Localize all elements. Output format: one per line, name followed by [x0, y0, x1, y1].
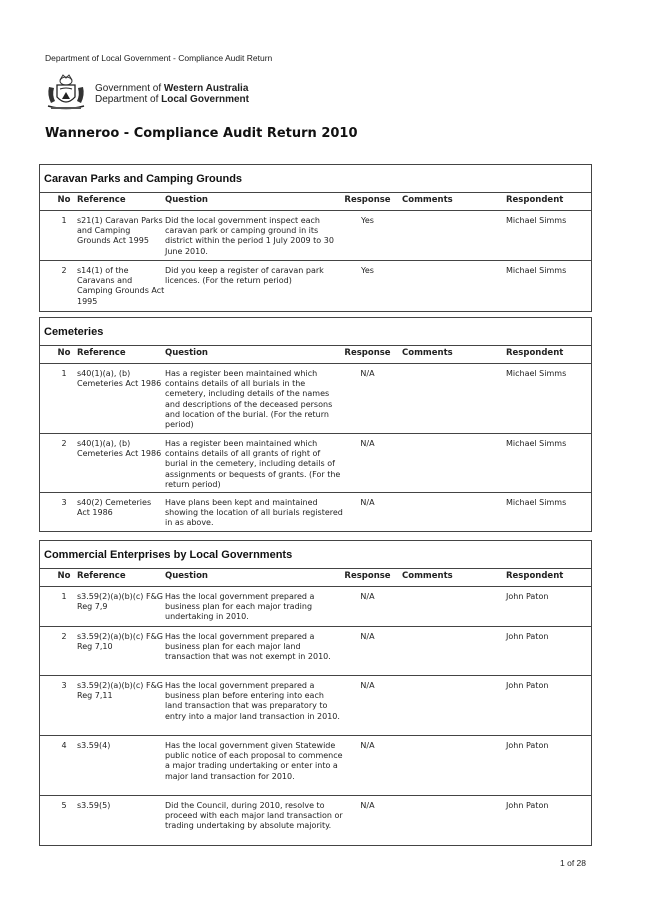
row-reference: s3.59(5)	[77, 801, 111, 810]
row-reference: s21(1) Caravan Parks and Camping Grounds Act 1995	[77, 216, 163, 246]
section-title: Cemeteries	[40, 318, 591, 346]
row-reference: s3.59(2)(a)(b)(c) F&G Reg 7,10	[77, 632, 163, 652]
row-question: Have plans been kept and maintained showing the location of all burials registered in as above.	[165, 498, 343, 528]
row-respondent: John Paton	[506, 592, 549, 601]
row-response: Yes	[361, 216, 374, 225]
row-respondent: Michael Simms	[506, 216, 567, 225]
department-name: Department of Local Government	[95, 94, 249, 105]
row-respondent: John Paton	[506, 741, 549, 750]
row-no: 1	[61, 216, 67, 225]
running-header: Department of Local Government - Compliance Audit Return	[45, 53, 273, 63]
col-comments: Comments	[402, 571, 453, 581]
col-question: Question	[165, 571, 208, 581]
row-respondent: John Paton	[506, 632, 549, 641]
col-reference: Reference	[77, 195, 126, 205]
col-response: Response	[344, 348, 391, 358]
row-no: 4	[61, 741, 67, 750]
col-question: Question	[165, 195, 208, 205]
row-question: Has the local government prepared a business plan before entering into each land transaction that was preparatory to entry into a major land transaction in 2010.	[165, 681, 340, 721]
row-no: 3	[61, 681, 67, 690]
row-question: Did the Council, during 2010, resolve to proceed with each major land transaction or trading undertaking by absolute majority.	[165, 801, 343, 831]
table-row	[40, 736, 591, 796]
table-row	[40, 261, 591, 311]
section-title: Commercial Enterprises by Local Governments	[40, 541, 591, 569]
row-response: N/A	[360, 741, 375, 750]
col-reference: Reference	[77, 571, 126, 581]
table-row	[40, 434, 591, 493]
row-reference: s40(1)(a), (b) Cemeteries Act 1986	[77, 369, 162, 389]
row-question: Has the local government prepared a business plan for each major land transaction that was not exempt in 2010.	[165, 632, 331, 662]
row-response: N/A	[360, 498, 375, 507]
col-respondent: Respondent	[506, 348, 564, 358]
table-row	[40, 676, 591, 736]
table-header	[40, 193, 591, 211]
row-no: 2	[61, 632, 67, 641]
page-number: 1 of 28	[560, 858, 586, 868]
row-question: Has the local government prepared a business plan for each major trading undertaking in 2010.	[165, 592, 315, 622]
row-no: 1	[61, 369, 67, 378]
col-response: Response	[344, 571, 391, 581]
table-header	[40, 569, 591, 587]
row-respondent: Michael Simms	[506, 498, 567, 507]
row-response: Yes	[361, 266, 374, 275]
row-response: N/A	[360, 632, 375, 641]
row-question: Did the local government inspect each caravan park or camping ground in its district within the period 1 July 2009 to 30 June 2010.	[165, 216, 334, 256]
section-commercial-enterprises	[39, 540, 592, 846]
government-name: Government of Western Australia	[95, 83, 249, 94]
row-reference: s3.59(2)(a)(b)(c) F&G Reg 7,11	[77, 681, 163, 701]
row-respondent: John Paton	[506, 801, 549, 810]
table-row	[40, 796, 591, 845]
coat-of-arms-icon	[45, 73, 87, 111]
col-respondent: Respondent	[506, 195, 564, 205]
row-no: 5	[61, 801, 67, 810]
row-response: N/A	[360, 681, 375, 690]
section-cemeteries	[39, 317, 592, 532]
row-response: N/A	[360, 592, 375, 601]
col-question: Question	[165, 348, 208, 358]
table-row	[40, 493, 591, 531]
page-title: Wanneroo - Compliance Audit Return 2010	[45, 126, 358, 141]
col-no: No	[57, 195, 71, 205]
table-row	[40, 364, 591, 434]
col-reference: Reference	[77, 348, 126, 358]
row-respondent: Michael Simms	[506, 439, 567, 448]
col-no: No	[57, 348, 71, 358]
table-row	[40, 211, 591, 261]
col-comments: Comments	[402, 195, 453, 205]
row-reference: s40(2) Cemeteries Act 1986	[77, 498, 152, 518]
table-header	[40, 346, 591, 364]
row-no: 3	[61, 498, 67, 507]
row-reference: s3.59(4)	[77, 741, 111, 750]
table-row	[40, 627, 591, 676]
section-caravan-parks	[39, 164, 592, 312]
col-respondent: Respondent	[506, 571, 564, 581]
row-reference: s3.59(2)(a)(b)(c) F&G Reg 7,9	[77, 592, 163, 612]
row-respondent: John Paton	[506, 681, 549, 690]
row-no: 2	[61, 439, 67, 448]
col-no: No	[57, 571, 71, 581]
row-question: Did you keep a register of caravan park licences. (For the return period)	[165, 266, 324, 286]
row-response: N/A	[360, 439, 375, 448]
row-question: Has the local government given Statewide public notice of each proposal to commence a major trading undertaking or enter into a major land transaction for 2010.	[165, 741, 343, 781]
row-question: Has a register been maintained which contains details of all burials in the cemetery, including details of the names and descriptions of the deceased persons and location of the burial. (For the return period)	[165, 369, 333, 430]
row-respondent: Michael Simms	[506, 266, 567, 275]
row-response: N/A	[360, 369, 375, 378]
col-comments: Comments	[402, 348, 453, 358]
government-logo-block	[45, 73, 305, 113]
table-row	[40, 587, 591, 627]
row-respondent: Michael Simms	[506, 369, 567, 378]
section-title: Caravan Parks and Camping Grounds	[40, 165, 591, 193]
row-reference: s40(1)(a), (b) Cemeteries Act 1986	[77, 439, 162, 459]
col-response: Response	[344, 195, 391, 205]
row-no: 1	[61, 592, 67, 601]
row-question: Has a register been maintained which contains details of all grants of right of burial in the cemetery, including details of assignments or bequests of grants. (For the return period)	[165, 439, 341, 489]
row-response: N/A	[360, 801, 375, 810]
row-reference: s14(1) of the Caravans and Camping Grounds Act 1995	[77, 266, 165, 306]
row-no: 2	[61, 266, 67, 275]
